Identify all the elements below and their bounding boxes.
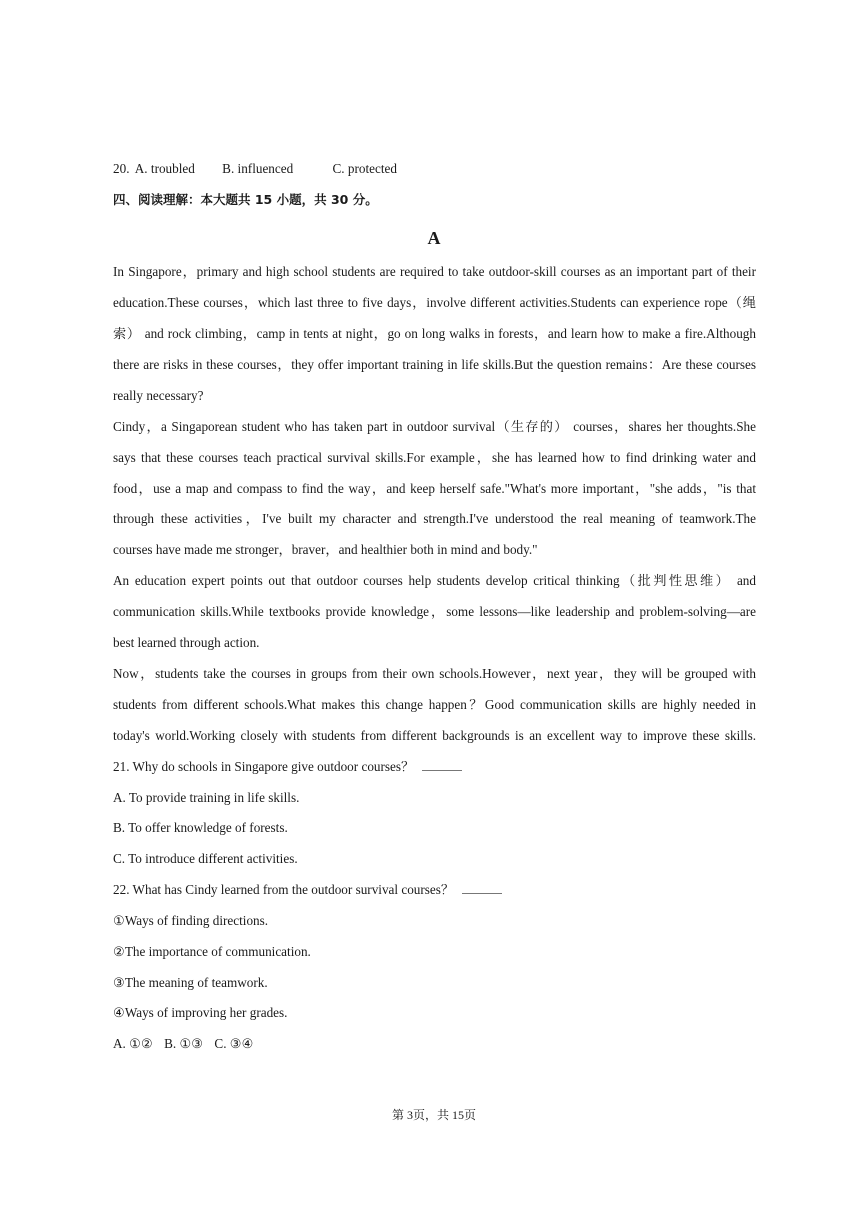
passage-line: says that these courses teach practical survival skills.For example，she has learned how to find drinking water and (113, 450, 756, 465)
q20-option-a: A. troubled (134, 161, 195, 176)
passage-title: A (427, 228, 441, 248)
q22-option-a: A. ①② (113, 1036, 153, 1051)
q21-option-c: C. To introduce different activities. (113, 851, 298, 866)
q22-option-b: B. ①③ (164, 1036, 204, 1051)
passage-line: really necessary? (113, 388, 204, 403)
passage-line: 索） and rock climbing，camp in tents at night，go on long walks in forests，and learn how to make a fire.Although (113, 326, 756, 341)
q22-item-1: ①Ways of finding directions. (113, 913, 269, 928)
q22-item-4: ④Ways of improving her grades. (113, 1005, 288, 1020)
q22-options-line (113, 1035, 253, 1053)
q21-stem-line (113, 758, 462, 776)
passage-line: there are risks in these courses，they offer important training in life skills.But the question remains：Are these courses (113, 357, 756, 372)
q22-answer-blank (462, 881, 502, 894)
passage-line: An education expert points out that outdoor courses help students develop critical thinking（批判性思维） and (113, 573, 756, 588)
q20-line (113, 160, 397, 178)
q22-item-3: ③The meaning of teamwork. (113, 975, 268, 990)
passage-line: courses have made me stronger，braver，and healthier both in mind and body." (113, 542, 538, 557)
passage-line: today's world.Working closely with students from different backgrounds is an excellent way to improve these skills. (113, 728, 756, 743)
passage-line: Cindy，a Singaporean student who has taken part in outdoor survival（生存的） courses，shares her thoughts.She (113, 419, 756, 434)
q22-option-c: C. ③④ (214, 1036, 254, 1051)
q21-stem: 21. Why do schools in Singapore give outdoor courses？ (113, 759, 415, 774)
q22-stem: 22. What has Cindy learned from the outdoor survival courses？ (113, 882, 455, 897)
passage-line: food，use a map and compass to find the way，and keep herself safe."What's more important，"she adds，"is that (113, 481, 756, 496)
section-heading: 四、阅读理解：本大题共 15 小题，共 30 分。 (113, 192, 378, 207)
q20-option-b: B. influenced (222, 161, 294, 176)
passage-line: best learned through action. (113, 635, 260, 650)
q20-number: 20. (113, 161, 130, 176)
passage-line: communication skills.While textbooks provide knowledge，some lessons—like leadership and problem-solving—are (113, 604, 756, 619)
q22-stem-line (113, 881, 502, 899)
q20-option-c: C. protected (332, 161, 397, 176)
q21-answer-blank (422, 758, 462, 771)
passage-line: through these activities，I've built my character and strength.I've understood the real meaning of teamwork.The (113, 511, 756, 526)
passage-line: students from different schools.What makes this change happen？Good communication skills are highly needed in (113, 697, 756, 712)
q21-option-a: A. To provide training in life skills. (113, 790, 300, 805)
passage-line: Now，students take the courses in groups from their own schools.However，next year，they will be grouped with (113, 666, 756, 681)
passage-line: In Singapore，primary and high school students are required to take outdoor-skill courses as an important part of their (113, 264, 756, 279)
q21-option-b: B. To offer knowledge of forests. (113, 820, 288, 835)
q22-item-2: ②The importance of communication. (113, 944, 311, 959)
passage-line: education.These courses，which last three to five days，involve different activities.Students can experience rope（绳 (113, 295, 756, 310)
page-footer: 第 3页，共 15页 (391, 1108, 476, 1122)
